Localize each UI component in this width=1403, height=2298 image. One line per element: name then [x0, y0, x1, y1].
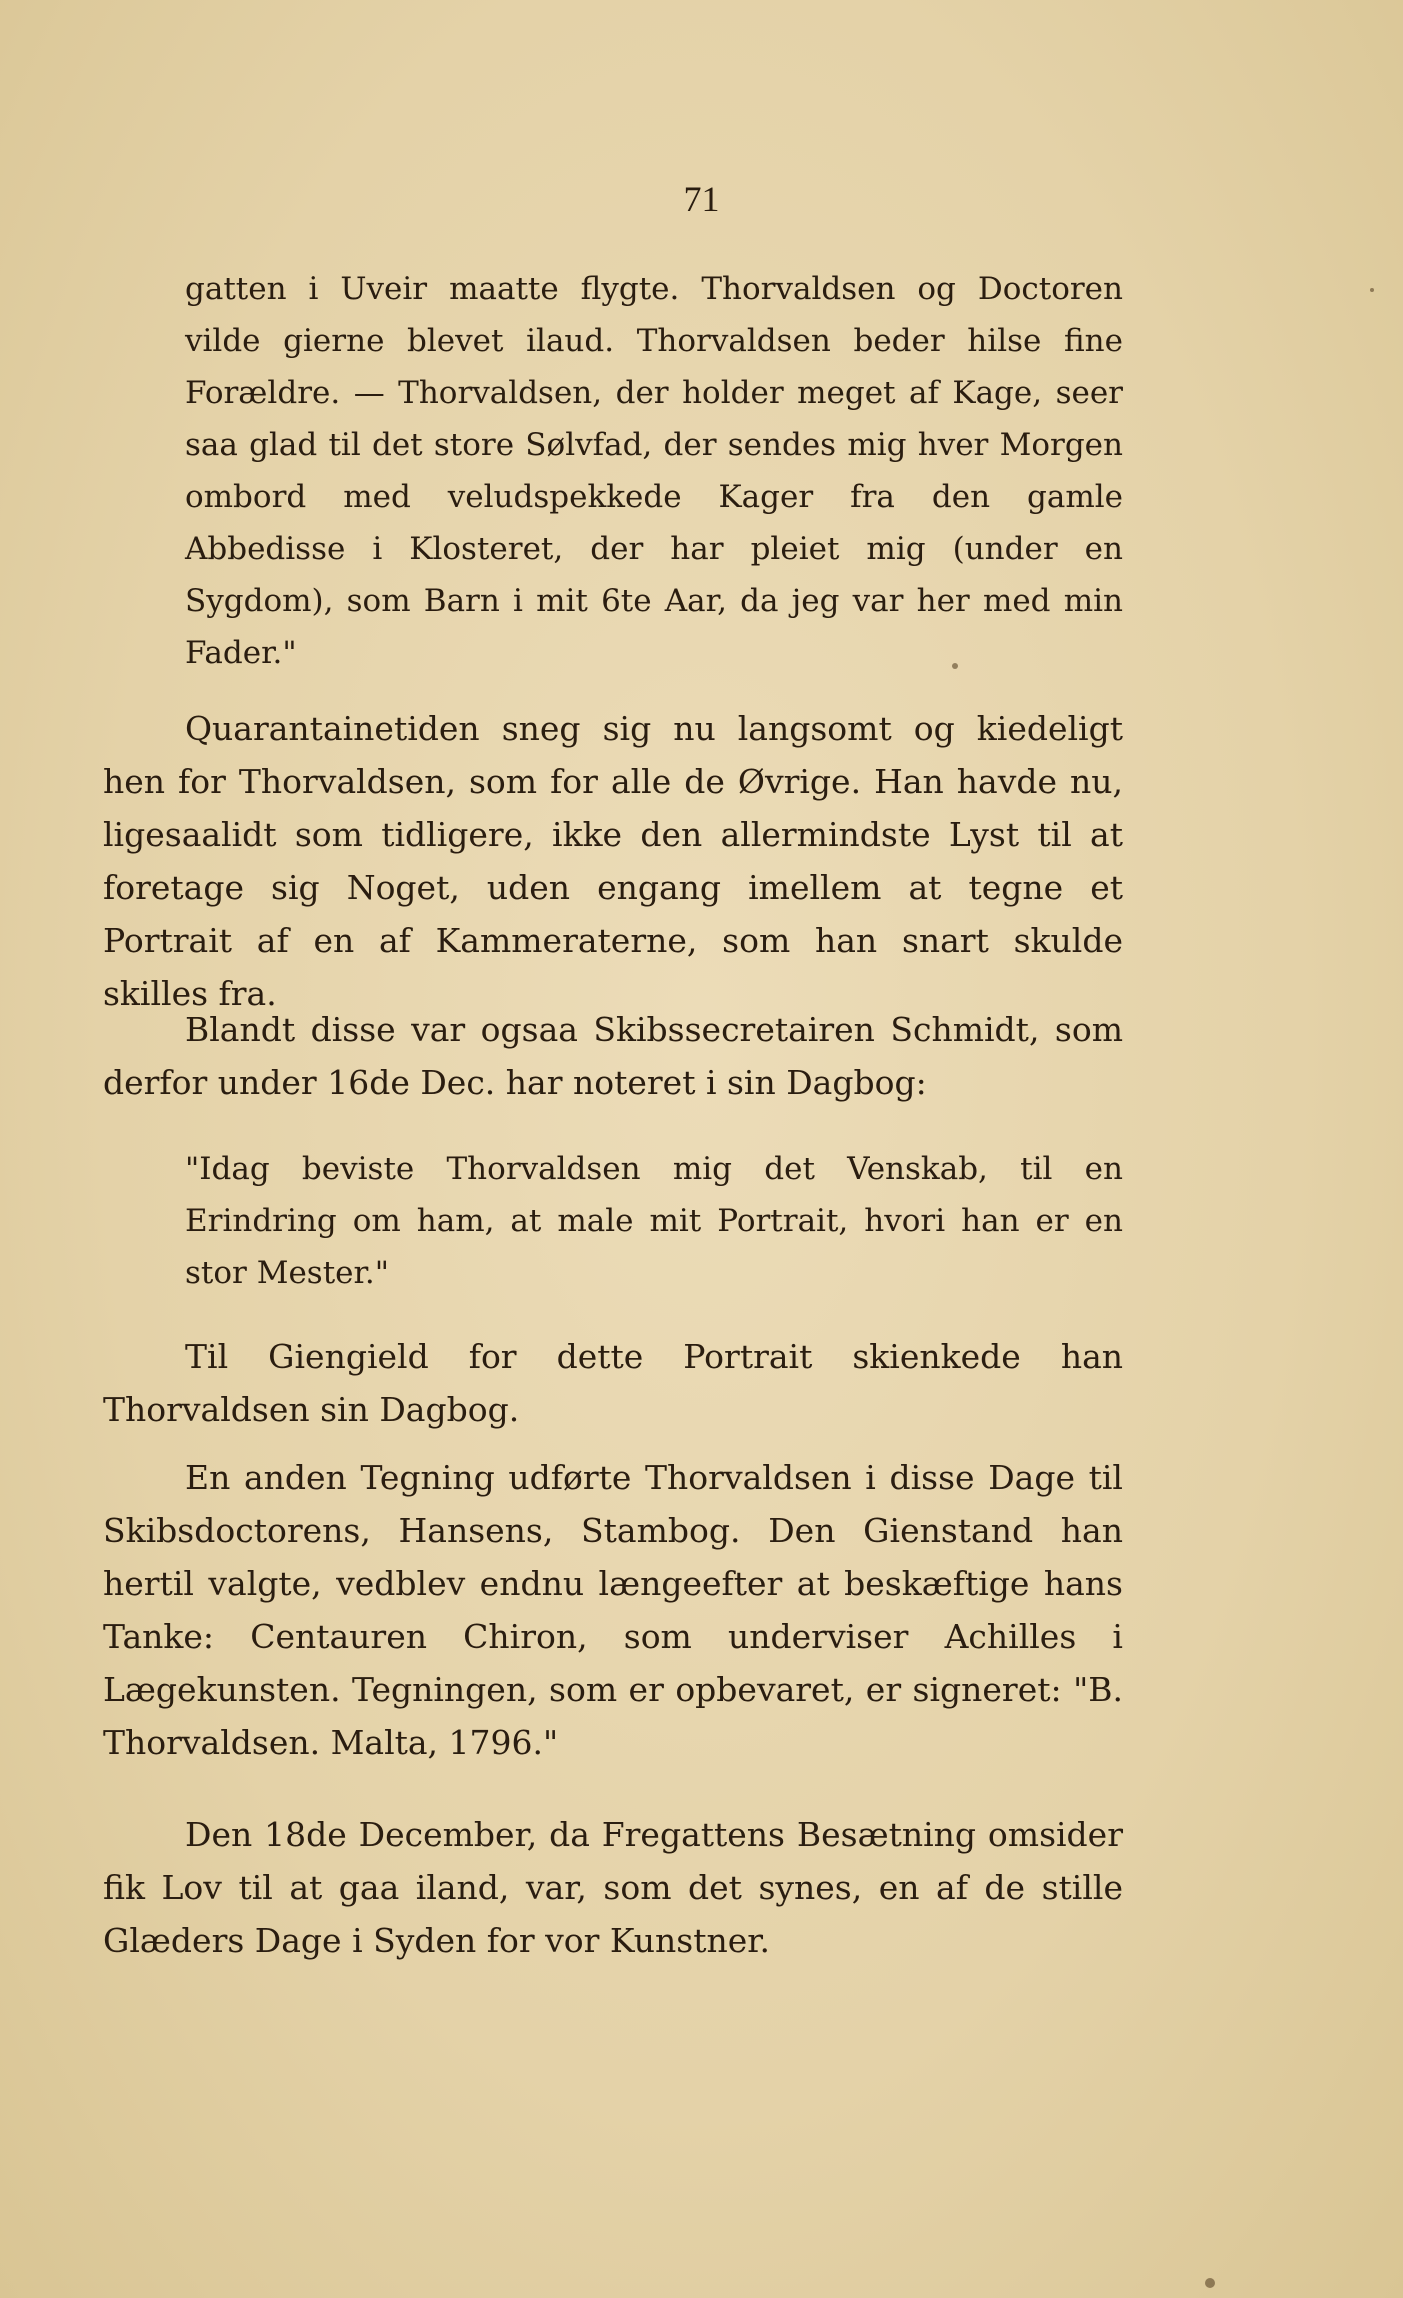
paragraph-quarantine: Quarantainetiden sneg sig nu langsomt og kiedeligt hen for Thorvaldsen, som for alle de Øvrige. Han havde nu, ligesaalidt som tidligere, ikke den allermindste Lyst til at foretage sig Noget, uden engang imellem at tegne et Portrait af en af Kammeraterne, som han snart skulde skilles fra.: [103, 709, 1123, 1013]
page-number: 71: [683, 179, 720, 219]
paragraph-december: Den 18de December, da Fregattens Besætning omsider fik Lov til at gaa iland, var, som det synes, en af de stille Glæders Dage i Syden for vor Kunstner.: [103, 1815, 1123, 1960]
paragraph-schmidt: Blandt disse var ogsaa Skibssecretairen Schmidt, som derfor under 16de Dec. har noteret i sin Dagbog:: [103, 1010, 1123, 1102]
paragraph-drawing: En anden Tegning udførte Thorvaldsen i disse Dage til Skibsdoctorens, Hansens, Stambog. Den Gienstand han hertil valgte, vedblev endnu længeefter at beskæftige hans Tanke: Centauren Chiron, som underviser Achilles i Lægekunsten. Tegningen, som er opbevaret, er signeret: "B. Thorvaldsen. Malta, 1796.": [103, 1458, 1123, 1762]
paper-speck: [1205, 2278, 1215, 2288]
paper-speck: [952, 663, 958, 669]
paper-speck: [1370, 288, 1374, 292]
quote-diary-entry: "Idag beviste Thorvaldsen mig det Venskab, til en Erindring om ham, at male mit Portrait, hvori han er en stor Mester.": [185, 1151, 1123, 1291]
paragraph-letter-end: gatten i Uveir maatte flygte. Thorvaldsen og Doctoren vilde gierne blevet ilaud. Thorvaldsen beder hilse fine Forældre. — Thorvaldsen, der holder meget af Kage, seer saa glad til det store Sølvfad, der sendes mig hver Morgen ombord med veludspekkede Kager fra den gamle Abbedisse i Klosteret, der har pleiet mig (under en Sygdom), som Barn i mit 6te Aar, da jeg var her med min Fader.": [185, 271, 1123, 671]
paragraph-diary-gift: Til Giengield for dette Portrait skienkede han Thorvaldsen sin Dagbog.: [103, 1337, 1123, 1429]
